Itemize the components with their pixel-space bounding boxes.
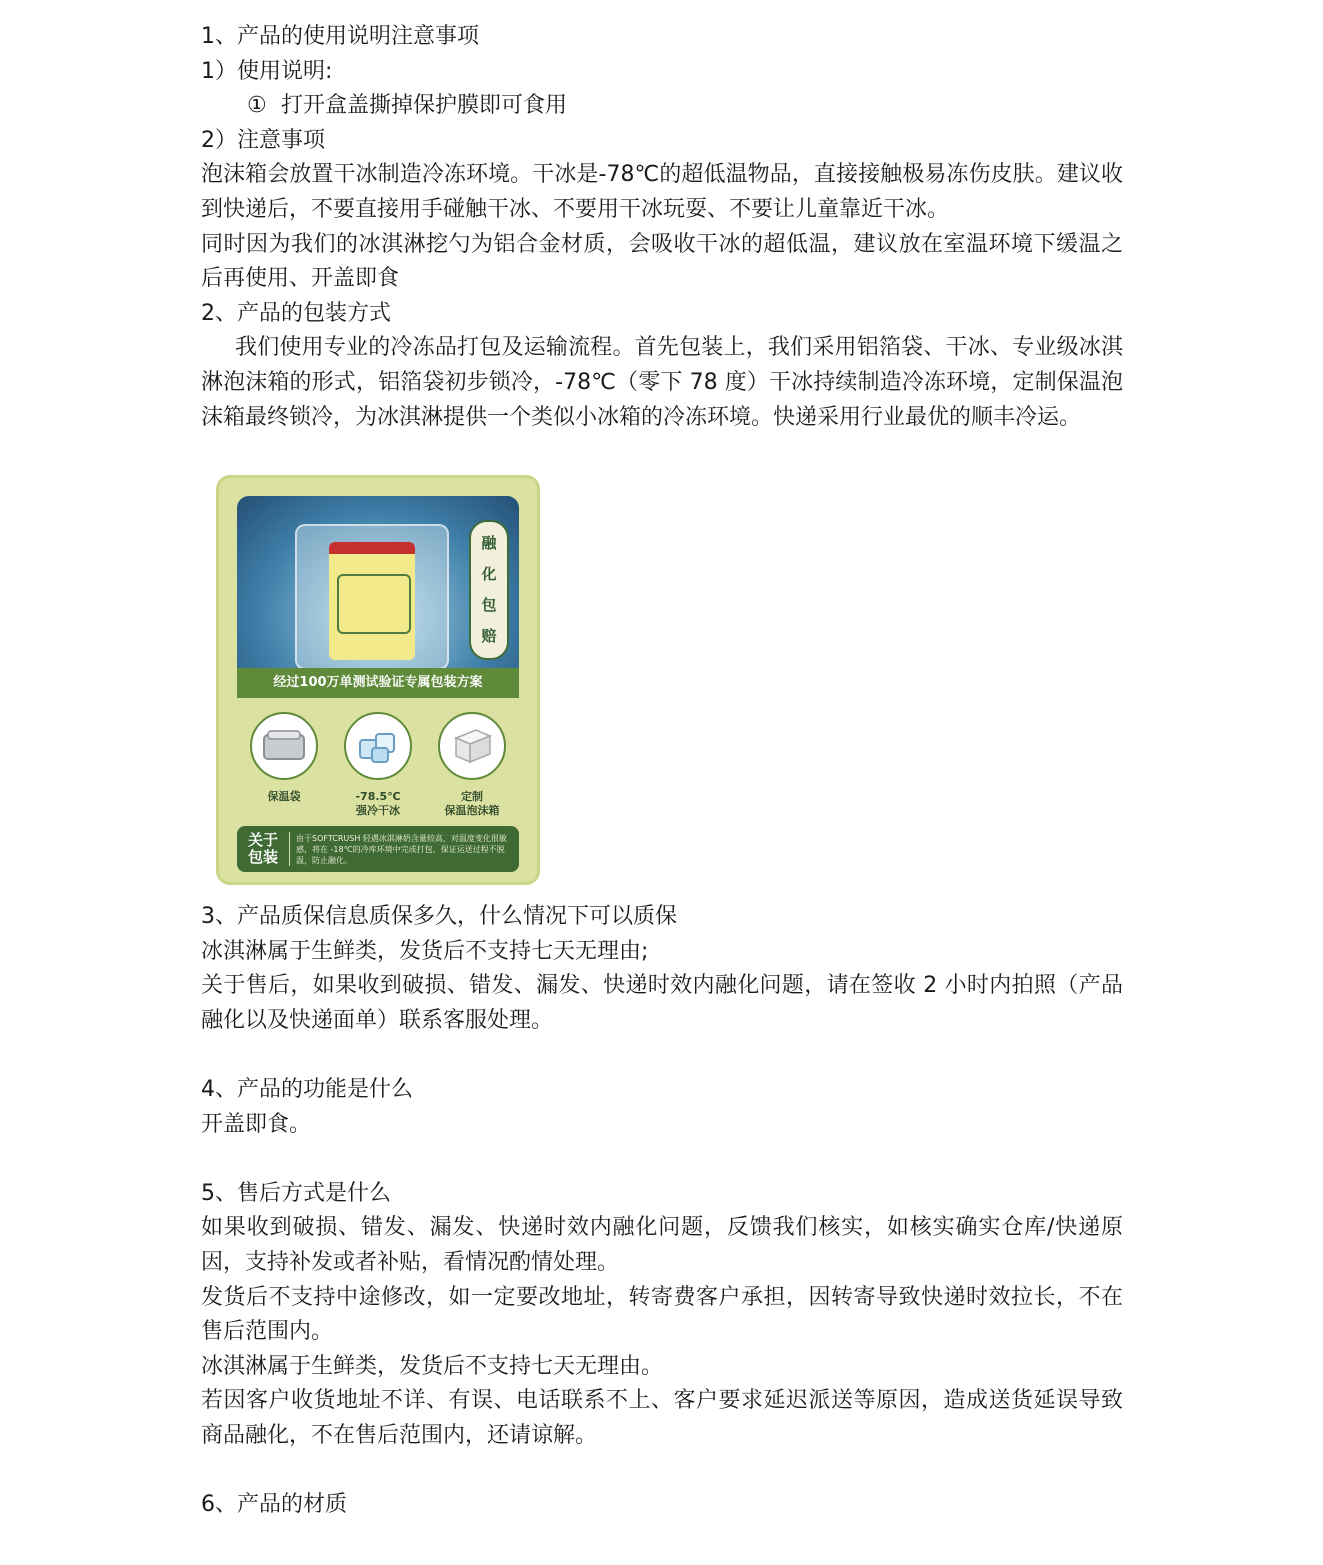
cup-label-icon	[337, 574, 411, 634]
foam-box-caption: 定制 保温泡沫箱	[444, 790, 500, 818]
packaging-paragraph: 我们使用专业的冷冻品打包及运输流程。首先包装上，我们采用铝箔袋、干冰、专业级冰淇淋泡沫箱的形式，铝箔袋初步锁冷，-78℃（零下 78 度）干冰持续制造冷冻环境，定制保温泡沫箱最终锁冷，为冰淇淋提供一个类似小冰箱的冷冻环境。快递采用行业最优的顺丰冷运。	[201, 335, 1123, 430]
warranty-paragraph-2: 关于售后，如果收到破损、错发、漏发、快递时效内融化问题，请在签收 2 小时内拍照（产品融化以及快递面单）联系客服处理。	[201, 973, 1123, 1033]
section-1-title: 1、产品的使用说明注意事项	[201, 24, 479, 49]
after-sales-paragraph-4: 若因客户收货地址不详、有误、电话联系不上、客户要求延迟派送等原因，造成送货延误导致商品融化，不在售后范围内，还请谅解。	[201, 1388, 1123, 1449]
product-photo	[237, 496, 519, 696]
after-sales-paragraph-1: 如果收到破损、错发、漏发、快递时效内融化问题，反馈我们核实，如核实确实仓库/快递原因，支持补发或者补贴，看情况酌情处理。	[201, 1215, 1123, 1276]
function-paragraph: 开盖即食。	[201, 1111, 312, 1137]
insulated-bag-caption: 保温袋	[267, 790, 301, 804]
dry-ice-icon	[344, 712, 412, 780]
usage-item-1	[201, 89, 1123, 124]
packaging-banner: 经过100万单测试验证专属包装方案	[237, 668, 519, 698]
warranty-paragraph-1: 冰淇淋属于生鲜类，发货后不支持七天无理由;	[201, 938, 649, 964]
ice-cream-cup-icon	[329, 542, 415, 660]
document-body	[201, 20, 1123, 1523]
notes-paragraph-1: 泡沫箱会放置干冰制造冷冻环境。干冰是-78℃的超低温物品，直接接触极易冻伤皮肤。建议收到快递后，不要直接用手碰触干冰、不要用干冰玩耍、不要让儿童靠近干冰。	[201, 162, 1123, 222]
packaging-infographic	[201, 435, 1123, 900]
circled-number: ①	[247, 93, 267, 119]
after-sales-paragraph-2: 发货后不支持中途修改，如一定要改地址，转寄费客户承担，因转寄导致快递时效拉长，不在售后范围内。	[201, 1284, 1123, 1345]
packaging-icons	[237, 712, 519, 822]
dry-ice-caption: -78.5℃ 强冷干冰	[355, 790, 401, 818]
foam-box-item	[432, 712, 512, 822]
notes-paragraph-2: 同时因为我们的冰淇淋挖勺为铝合金材质，会吸收干冰的超低温，建议放在室温环境下缓温之后再使用、开盖即食	[201, 231, 1123, 292]
section-5-title: 5、售后方式是什么	[201, 1180, 391, 1206]
tag-char: 包	[481, 596, 497, 615]
dry-ice-item	[338, 712, 418, 822]
spacer	[201, 1039, 1123, 1074]
usage-heading: 1）使用说明:	[201, 58, 333, 84]
tag-char: 赔	[481, 627, 497, 646]
usage-item-text: 打开盒盖撕掉保护膜即可食用	[281, 93, 568, 119]
foam-box-icon	[438, 712, 506, 780]
section-4-title: 4、产品的功能是什么	[201, 1077, 413, 1103]
section-2-title: 2、产品的包装方式	[201, 300, 391, 326]
section-3-title: 3、产品质保信息质保多久，什么情况下可以质保	[201, 904, 677, 930]
infographic-card	[216, 475, 540, 885]
tag-char: 融	[481, 534, 497, 553]
notes-heading: 2）注意事项	[201, 127, 325, 153]
tag-char: 化	[481, 565, 497, 584]
insulated-bag-item	[244, 712, 324, 822]
about-packaging-title: 关于 包装	[237, 832, 290, 866]
after-sales-paragraph-3: 冰淇淋属于生鲜类，发货后不支持七天无理由。	[201, 1353, 664, 1379]
about-packaging-box	[237, 826, 519, 872]
insulated-bag-icon	[250, 712, 318, 780]
about-packaging-text: 由于SOFTCRUSH 轻遇冰淇淋奶含量较高，对温度变化很敏感，将在 -18℃的冷库环境中完成打包，保证运送过程不脱温，防止融化。	[296, 833, 507, 865]
melt-compensation-tag	[469, 520, 509, 660]
spacer	[201, 1454, 1123, 1489]
spacer	[201, 1142, 1123, 1177]
section-6-title: 6、产品的材质	[201, 1492, 347, 1518]
